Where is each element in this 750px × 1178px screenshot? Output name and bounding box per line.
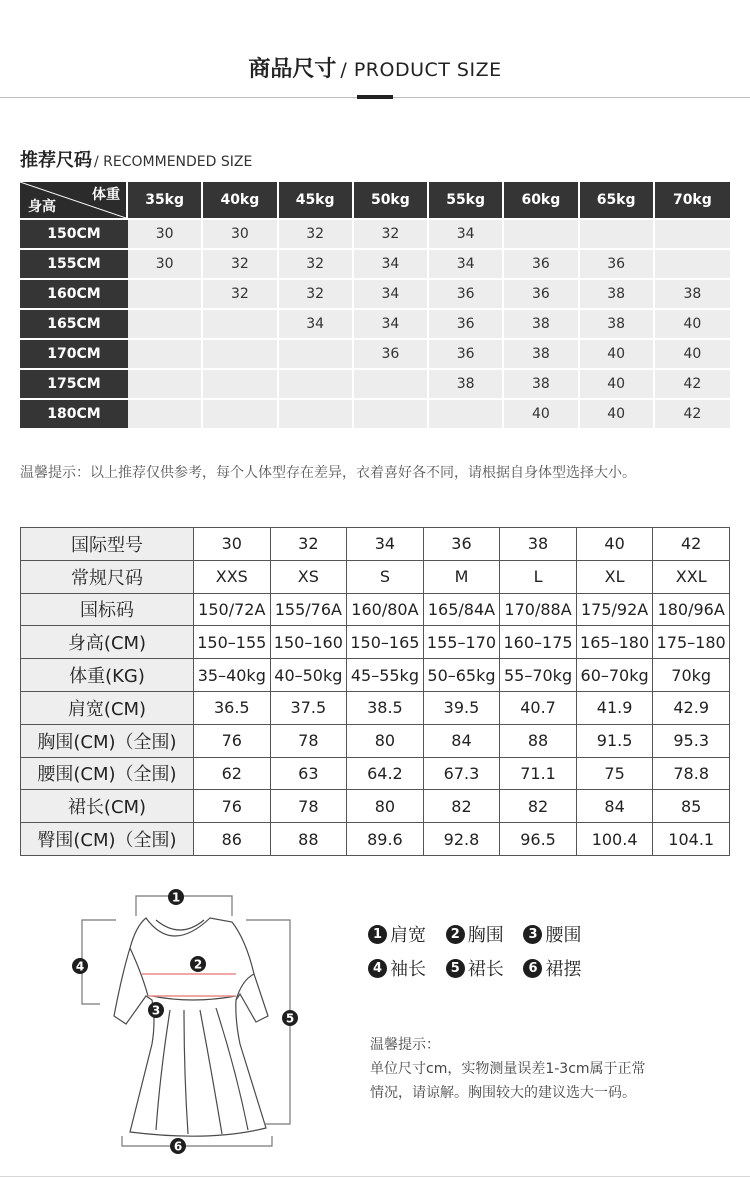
- size-cell: [203, 368, 278, 398]
- legend-label: 胸围: [467, 925, 504, 946]
- recommended-body: [20, 218, 730, 428]
- value-cell: 155/76A: [270, 593, 347, 626]
- value-cell: 95.3: [653, 724, 730, 757]
- size-cell: 38: [429, 368, 504, 398]
- size-cell: 38: [504, 338, 579, 368]
- weight-header-cell: 45kg: [279, 182, 354, 218]
- height-label-cell: 170CM: [20, 338, 128, 368]
- tip-line-2: 情况，请谅解。胸围较大的建议选大一码。: [370, 1085, 636, 1101]
- size-cell: 38: [580, 308, 655, 338]
- size-cell: 34: [429, 218, 504, 248]
- value-cell: 78.8: [653, 757, 730, 790]
- size-chart-table: [20, 527, 730, 856]
- weight-header-cell: 60kg: [504, 182, 579, 218]
- value-cell: 36: [423, 528, 500, 561]
- table-row: [21, 626, 730, 659]
- value-cell: 78: [270, 790, 347, 823]
- value-cell: 180/96A: [653, 593, 730, 626]
- page-title: 商品尺寸: [248, 57, 337, 82]
- marker-2: [190, 956, 206, 972]
- value-cell: 84: [423, 724, 500, 757]
- value-cell: 150–165: [347, 626, 424, 659]
- size-cell: 30: [128, 248, 203, 278]
- svg-text:1: 1: [171, 890, 181, 905]
- value-cell: 82: [500, 790, 577, 823]
- value-cell: 88: [500, 724, 577, 757]
- dress-measurement-diagram: [60, 884, 320, 1164]
- table-corner-cell: [20, 182, 128, 218]
- legend-item-waist: [523, 922, 581, 950]
- legend-label: 裙长: [467, 959, 504, 980]
- size-cell: 42: [655, 368, 730, 398]
- value-cell: 175/92A: [576, 593, 653, 626]
- value-cell: 150–155: [194, 626, 271, 659]
- size-cell: [655, 218, 730, 248]
- value-cell: 78: [270, 724, 347, 757]
- size-cell: 34: [354, 308, 429, 338]
- value-cell: 32: [270, 528, 347, 561]
- corner-weight-label: 体重: [92, 187, 120, 203]
- value-cell: 82: [423, 790, 500, 823]
- row-label-cell: 肩宽(CM): [21, 691, 194, 724]
- size-cell: 34: [279, 308, 354, 338]
- value-cell: 104.1: [653, 823, 730, 856]
- value-cell: XL: [576, 560, 653, 593]
- size-cell: [279, 338, 354, 368]
- value-cell: 84: [576, 790, 653, 823]
- row-label-cell: 国标码: [21, 593, 194, 626]
- table-row: [20, 308, 730, 338]
- page-subtitle: / PRODUCT SIZE: [340, 59, 502, 81]
- recommended-title-en: / RECOMMENDED SIZE: [94, 154, 253, 170]
- legend-row: [368, 956, 595, 990]
- row-label-cell: 体重(KG): [21, 659, 194, 692]
- svg-text:3: 3: [151, 1003, 161, 1018]
- value-cell: 175–180: [653, 626, 730, 659]
- size-cell: 38: [580, 278, 655, 308]
- value-cell: XXS: [194, 560, 271, 593]
- corner-height-label: 身高: [28, 199, 56, 215]
- recommended-size-title: [20, 146, 252, 172]
- row-label-cell: 胸围(CM)（全围): [21, 724, 194, 757]
- size-cell: 34: [354, 248, 429, 278]
- recommended-title-zh: 推荐尺码: [20, 150, 92, 171]
- size-cell: [655, 248, 730, 278]
- size-cell: 34: [354, 278, 429, 308]
- legend-label: 裙摆: [545, 959, 582, 980]
- value-cell: 40: [576, 528, 653, 561]
- value-cell: 86: [194, 823, 271, 856]
- marker-4: [72, 958, 88, 974]
- svg-text:2: 2: [193, 957, 203, 972]
- recommendation-tip: 温馨提示：以上推荐仅供参考，每个人体型存在差异，衣着喜好各不同，请根据自身体型选择大小。: [20, 465, 636, 481]
- legend-item-shoulder: [368, 922, 426, 950]
- size-cell: 42: [655, 398, 730, 428]
- tip-title: 温馨提示：: [370, 1037, 440, 1053]
- size-cell: [429, 398, 504, 428]
- svg-text:4: 4: [75, 959, 85, 974]
- value-cell: 64.2: [347, 757, 424, 790]
- value-cell: 36.5: [194, 691, 271, 724]
- legend-number-icon: 6: [523, 959, 542, 978]
- value-cell: 39.5: [423, 691, 500, 724]
- size-cell: 40: [655, 308, 730, 338]
- value-cell: 67.3: [423, 757, 500, 790]
- value-cell: L: [500, 560, 577, 593]
- value-cell: 40.7: [500, 691, 577, 724]
- table-row: [21, 691, 730, 724]
- size-cell: 32: [279, 248, 354, 278]
- size-cell: 36: [504, 278, 579, 308]
- value-cell: 80: [347, 790, 424, 823]
- size-cell: 30: [203, 218, 278, 248]
- value-cell: 165–180: [576, 626, 653, 659]
- legend-item-bust: [446, 922, 504, 950]
- value-cell: 160–175: [500, 626, 577, 659]
- size-cell: [354, 398, 429, 428]
- size-cell: 36: [429, 308, 504, 338]
- tip-line-1: 单位尺寸cm，实物测量误差1-3cm属于正常: [370, 1061, 646, 1077]
- value-cell: 60–70kg: [576, 659, 653, 692]
- table-row: [21, 659, 730, 692]
- value-cell: 62: [194, 757, 271, 790]
- row-label-cell: 腰围(CM)（全围): [21, 757, 194, 790]
- table-row: [20, 218, 730, 248]
- value-cell: 38: [500, 528, 577, 561]
- size-cell: [504, 218, 579, 248]
- size-cell: 32: [279, 218, 354, 248]
- value-cell: 155–170: [423, 626, 500, 659]
- size-cell: 30: [128, 218, 203, 248]
- value-cell: 96.5: [500, 823, 577, 856]
- height-label-cell: 180CM: [20, 398, 128, 428]
- table-row: [20, 368, 730, 398]
- recommended-header-row: [20, 182, 730, 218]
- row-label-cell: 裙长(CM): [21, 790, 194, 823]
- legend-label: 袖长: [390, 959, 426, 980]
- size-cell: [279, 398, 354, 428]
- weight-header-cell: 70kg: [655, 182, 730, 218]
- size-cell: 36: [504, 248, 579, 278]
- size-cell: 40: [655, 338, 730, 368]
- value-cell: 50–65kg: [423, 659, 500, 692]
- value-cell: 88: [270, 823, 347, 856]
- value-cell: 76: [194, 790, 271, 823]
- size-cell: [128, 308, 203, 338]
- weight-header-cell: 40kg: [203, 182, 278, 218]
- value-cell: 76: [194, 724, 271, 757]
- weight-header-cell: 50kg: [354, 182, 429, 218]
- size-chart-body: [21, 528, 730, 856]
- value-cell: 63: [270, 757, 347, 790]
- size-cell: 32: [203, 278, 278, 308]
- page-header: [0, 52, 750, 83]
- height-label-cell: 150CM: [20, 218, 128, 248]
- value-cell: 170/88A: [500, 593, 577, 626]
- legend-number-icon: 4: [368, 959, 387, 978]
- size-cell: 32: [203, 248, 278, 278]
- table-row: [20, 398, 730, 428]
- value-cell: 34: [347, 528, 424, 561]
- value-cell: 75: [576, 757, 653, 790]
- table-row: [21, 528, 730, 561]
- value-cell: 45–55kg: [347, 659, 424, 692]
- recommended-size-table: [20, 182, 730, 428]
- size-cell: 38: [655, 278, 730, 308]
- table-row: [21, 757, 730, 790]
- table-row: [21, 724, 730, 757]
- svg-text:6: 6: [173, 1139, 183, 1154]
- weight-header-cell: 35kg: [128, 182, 203, 218]
- measurement-legend: [368, 922, 595, 990]
- legend-number-icon: 5: [446, 959, 465, 978]
- legend-number-icon: 2: [446, 925, 465, 944]
- table-row: [20, 248, 730, 278]
- size-cell: 40: [580, 368, 655, 398]
- size-cell: 36: [429, 278, 504, 308]
- value-cell: 38.5: [347, 691, 424, 724]
- marker-3: [148, 1002, 164, 1018]
- value-cell: 91.5: [576, 724, 653, 757]
- size-cell: 34: [429, 248, 504, 278]
- size-cell: 36: [354, 338, 429, 368]
- weight-header-cell: 55kg: [429, 182, 504, 218]
- size-cell: 40: [580, 338, 655, 368]
- value-cell: 160/80A: [347, 593, 424, 626]
- height-label-cell: 160CM: [20, 278, 128, 308]
- table-row: [21, 790, 730, 823]
- size-cell: [279, 368, 354, 398]
- value-cell: 40–50kg: [270, 659, 347, 692]
- table-row: [21, 593, 730, 626]
- svg-text:5: 5: [285, 1011, 295, 1026]
- value-cell: 42: [653, 528, 730, 561]
- bottom-divider: [0, 1176, 750, 1177]
- legend-item-skirt-length: [446, 956, 504, 984]
- value-cell: 70kg: [653, 659, 730, 692]
- legend-row: [368, 922, 595, 956]
- size-cell: [128, 338, 203, 368]
- value-cell: 71.1: [500, 757, 577, 790]
- row-label-cell: 常规尺码: [21, 560, 194, 593]
- size-cell: 36: [580, 248, 655, 278]
- size-cell: 40: [580, 398, 655, 428]
- marker-5: [282, 1010, 298, 1026]
- legend-number-icon: 1: [368, 925, 387, 944]
- size-cell: [203, 338, 278, 368]
- weight-header-cell: 65kg: [580, 182, 655, 218]
- value-cell: 89.6: [347, 823, 424, 856]
- size-cell: 32: [354, 218, 429, 248]
- size-cell: 38: [504, 308, 579, 338]
- size-cell: 32: [279, 278, 354, 308]
- size-cell: [128, 368, 203, 398]
- value-cell: 150–160: [270, 626, 347, 659]
- value-cell: XS: [270, 560, 347, 593]
- legend-number-icon: 3: [523, 925, 542, 944]
- table-row: [20, 338, 730, 368]
- value-cell: XXL: [653, 560, 730, 593]
- row-label-cell: 国际型号: [21, 528, 194, 561]
- value-cell: 80: [347, 724, 424, 757]
- size-cell: 38: [504, 368, 579, 398]
- value-cell: M: [423, 560, 500, 593]
- size-cell: [580, 218, 655, 248]
- size-cell: 36: [429, 338, 504, 368]
- value-cell: 150/72A: [194, 593, 271, 626]
- value-cell: S: [347, 560, 424, 593]
- legend-label: 腰围: [545, 925, 582, 946]
- value-cell: 42.9: [653, 691, 730, 724]
- row-label-cell: 身高(CM): [21, 626, 194, 659]
- size-cell: [203, 398, 278, 428]
- size-cell: 40: [504, 398, 579, 428]
- size-cell: [354, 368, 429, 398]
- marker-1: [168, 889, 184, 905]
- size-cell: [128, 398, 203, 428]
- size-cell: [203, 308, 278, 338]
- table-row: [21, 560, 730, 593]
- legend-item-sleeve: [368, 956, 426, 984]
- size-cell: [128, 278, 203, 308]
- legend-label: 肩宽: [390, 925, 426, 946]
- value-cell: 41.9: [576, 691, 653, 724]
- value-cell: 100.4: [576, 823, 653, 856]
- value-cell: 37.5: [270, 691, 347, 724]
- value-cell: 92.8: [423, 823, 500, 856]
- measurement-tip: [370, 1033, 646, 1105]
- table-row: [21, 823, 730, 856]
- height-label-cell: 165CM: [20, 308, 128, 338]
- header-accent-bar: [357, 95, 393, 99]
- height-label-cell: 175CM: [20, 368, 128, 398]
- table-row: [20, 278, 730, 308]
- value-cell: 85: [653, 790, 730, 823]
- height-label-cell: 155CM: [20, 248, 128, 278]
- row-label-cell: 臀围(CM)（全围): [21, 823, 194, 856]
- value-cell: 55–70kg: [500, 659, 577, 692]
- legend-item-hem: [523, 956, 581, 984]
- value-cell: 35–40kg: [194, 659, 271, 692]
- value-cell: 30: [194, 528, 271, 561]
- marker-6: [170, 1138, 186, 1154]
- value-cell: 165/84A: [423, 593, 500, 626]
